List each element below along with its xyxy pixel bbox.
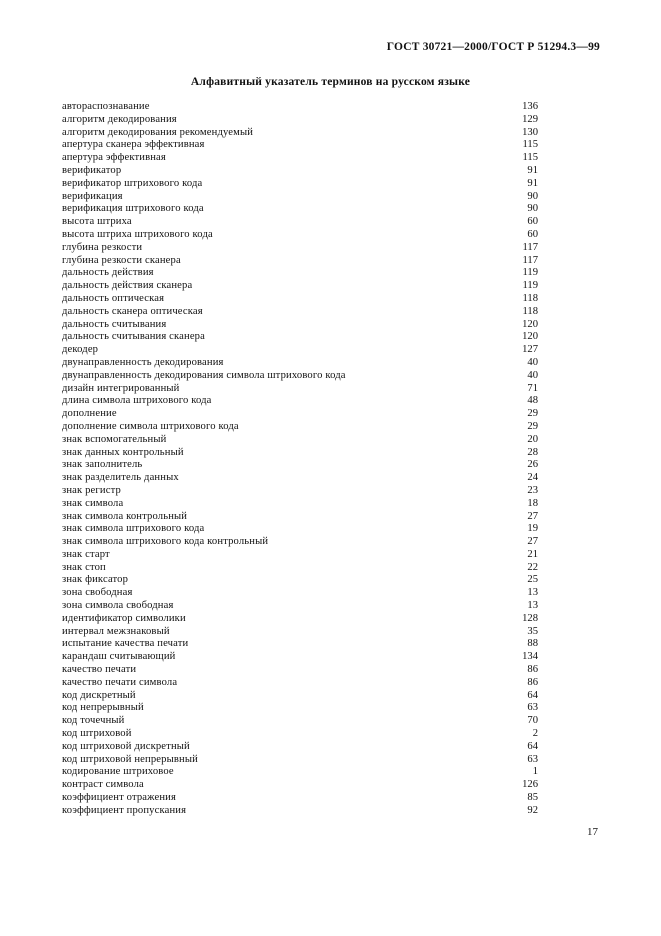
index-entry (62, 600, 538, 613)
term-label: дальность оптическая (62, 292, 165, 304)
page-ref: 18 (527, 497, 538, 509)
index-entry (62, 638, 538, 651)
index-entry (62, 690, 538, 703)
index-entry (62, 792, 538, 805)
term-label: алгоритм декодирования (62, 113, 177, 125)
term-label: знак заполнитель (62, 459, 143, 471)
index-entry (62, 549, 538, 562)
page-ref: 115 (522, 139, 538, 151)
term-label: знак вспомогательный (62, 433, 167, 445)
page-title: Алфавитный указатель терминов на русском языке (190, 76, 471, 88)
index-entry (62, 293, 538, 306)
term-label: автораспознавание (62, 101, 150, 112)
page-ref: 134 (522, 651, 538, 663)
index-entry (62, 229, 538, 242)
index-entry (62, 344, 538, 357)
term-label: дальность действия (62, 267, 154, 279)
index-entry (62, 408, 538, 421)
page-ref: 26 (527, 459, 538, 471)
index-entry (62, 485, 538, 498)
index-entry (62, 216, 538, 229)
term-label: знак символа штрихового кода контрольный (62, 536, 269, 548)
index-entry (62, 434, 538, 447)
term-label: код штриховой дискретный (62, 740, 190, 752)
page-ref: 48 (527, 395, 538, 407)
term-label: знак символа контрольный (62, 510, 188, 522)
term-label: идентификатор символики (62, 612, 186, 624)
page-ref: 126 (522, 779, 538, 791)
index-entry (62, 498, 538, 511)
index-entry (62, 651, 538, 664)
term-label: верификация штрихового кода (62, 203, 204, 215)
term-label: глубина резкости сканера (62, 254, 181, 266)
page-ref: 13 (527, 587, 538, 599)
page-ref: 64 (527, 689, 538, 701)
page-ref: 71 (527, 382, 538, 394)
page-ref: 64 (527, 740, 538, 752)
page-ref: 92 (527, 804, 538, 816)
term-label: дальность действия сканера (62, 280, 193, 292)
page-number: 17 (587, 826, 598, 838)
index-entry (62, 101, 538, 114)
index-entry (62, 741, 538, 754)
term-label: карандаш считывающий (62, 651, 176, 663)
index-entry (62, 114, 538, 127)
term-label: длина символа штрихового кода (62, 395, 212, 407)
page-ref: 63 (527, 753, 538, 765)
page-ref: 117 (522, 254, 538, 266)
index-entry (62, 421, 538, 434)
page-ref: 85 (527, 792, 538, 804)
index-entry (62, 779, 538, 792)
term-label: верификатор штрихового кода (62, 177, 203, 189)
index-entry (62, 242, 538, 255)
term-label: код дискретный (62, 689, 136, 701)
page-ref: 2 (532, 728, 538, 740)
page-ref: 86 (527, 664, 538, 676)
page-ref: 23 (527, 484, 538, 496)
term-label: декодер (62, 344, 99, 356)
term-label: знак разделитель данных (62, 472, 179, 484)
term-label: качество печати символа (62, 676, 178, 688)
term-label: интервал межзнаковый (62, 625, 170, 637)
index-entry (62, 511, 538, 524)
index-entry (62, 255, 538, 268)
term-label: код штриховой непрерывный (62, 753, 198, 765)
index-entry (62, 587, 538, 600)
term-label: высота штриха (62, 216, 132, 228)
page-ref: 13 (527, 600, 538, 612)
term-label: качество печати (62, 664, 137, 676)
page-ref: 40 (527, 356, 538, 368)
page-ref: 20 (527, 433, 538, 445)
page-ref: 90 (527, 203, 538, 215)
index-entry (62, 574, 538, 587)
index-entry (62, 395, 538, 408)
index-entry (62, 523, 538, 536)
page-ref: 24 (527, 472, 538, 484)
term-label: дополнение символа штрихового кода (62, 420, 239, 432)
page-ref: 21 (527, 548, 538, 560)
page-ref: 120 (522, 331, 538, 343)
term-label: знак символа штрихового кода (62, 523, 205, 535)
term-label: код штриховой (62, 728, 132, 740)
term-label: верификация (62, 190, 123, 202)
term-label: знак старт (62, 548, 110, 560)
page-ref: 27 (527, 536, 538, 548)
index-entry (62, 139, 538, 152)
term-label: глубина резкости (62, 241, 143, 253)
page-ref: 29 (527, 408, 538, 420)
index-entry (62, 331, 538, 344)
index-entry (62, 728, 538, 741)
index-entry (62, 562, 538, 575)
term-label: знак регистр (62, 484, 121, 496)
term-label: знак стоп (62, 561, 106, 573)
index-entry (62, 805, 538, 818)
index-entry (62, 702, 538, 715)
page-ref: 88 (527, 638, 538, 650)
index-entry (62, 267, 538, 280)
index-entry (62, 357, 538, 370)
term-label: двунаправленность декодирования (62, 356, 224, 368)
index-entry (62, 715, 538, 728)
index-entry (62, 677, 538, 690)
index-entry (62, 459, 538, 472)
page-ref: 19 (527, 523, 538, 535)
page-ref: 60 (527, 216, 538, 228)
page-ref: 115 (522, 152, 538, 164)
page-ref: 118 (522, 305, 538, 317)
term-label: коэффициент отражения (62, 792, 177, 804)
index-entry (62, 536, 538, 549)
page-ref: 40 (527, 369, 538, 381)
index-entry (62, 165, 538, 178)
term-label: верификатор (62, 164, 122, 176)
term-label: код непрерывный (62, 702, 144, 714)
index-entry (62, 766, 538, 779)
term-label: испытание качества печати (62, 638, 189, 650)
page-ref: 63 (527, 702, 538, 714)
index-entry (62, 178, 538, 191)
page-ref: 90 (527, 190, 538, 202)
page-ref: 119 (522, 267, 538, 279)
index-entry (62, 754, 538, 767)
page-ref: 120 (522, 318, 538, 330)
index-entry (62, 472, 538, 485)
page-ref: 25 (527, 574, 538, 586)
index-entry (62, 664, 538, 677)
index-entry (62, 319, 538, 332)
term-label: коэффициент пропускания (62, 804, 187, 816)
page-ref: 60 (527, 228, 538, 240)
page-ref: 28 (527, 446, 538, 458)
page-ref: 117 (522, 241, 538, 253)
page-ref: 35 (527, 625, 538, 637)
index-entry (62, 383, 538, 396)
page-ref: 1 (532, 766, 538, 778)
term-label: код точечный (62, 715, 125, 727)
term-label: дизайн интегрированный (62, 382, 180, 394)
term-label: контраст символа (62, 779, 144, 791)
term-label: высота штриха штрихового кода (62, 228, 213, 240)
page-ref: 91 (527, 164, 538, 176)
term-label: знак фиксатор (62, 574, 129, 586)
page-ref: 27 (527, 510, 538, 522)
document-code: ГОСТ 30721—2000/ГОСТ Р 51294.3—99 (386, 41, 600, 53)
index-entry (62, 191, 538, 204)
term-label: зона свободная (62, 587, 133, 599)
page-ref: 136 (522, 101, 538, 112)
term-label: знак символа (62, 497, 124, 509)
page-ref: 130 (522, 126, 538, 138)
index-entry (62, 613, 538, 626)
index-entry (62, 203, 538, 216)
index-entry (62, 152, 538, 165)
index-entry (62, 306, 538, 319)
page-ref: 86 (527, 676, 538, 688)
term-label: дополнение (62, 408, 117, 420)
term-label: двунаправленность декодирования символа штрихового кода (62, 369, 346, 381)
index-entry (62, 280, 538, 293)
term-label: знак данных контрольный (62, 446, 184, 458)
term-label: дальность считывания (62, 318, 167, 330)
term-label: дальность сканера оптическая (62, 305, 203, 317)
index-entry (62, 626, 538, 639)
page-ref: 119 (522, 280, 538, 292)
index-list (62, 101, 538, 818)
page-ref: 70 (527, 715, 538, 727)
index-entry (62, 127, 538, 140)
term-label: дальность считывания сканера (62, 331, 205, 343)
term-label: кодирование штриховое (62, 766, 174, 778)
term-label: апертура эффективная (62, 152, 166, 164)
page-ref: 127 (522, 344, 538, 356)
term-label: зона символа свободная (62, 600, 174, 612)
page-ref: 128 (522, 612, 538, 624)
index-entry (62, 370, 538, 383)
page-ref: 91 (527, 177, 538, 189)
page-ref: 29 (527, 420, 538, 432)
index-entry (62, 447, 538, 460)
term-label: алгоритм декодирования рекомендуемый (62, 126, 254, 138)
term-label: апертура сканера эффективная (62, 139, 205, 151)
page-ref: 118 (522, 292, 538, 304)
page-ref: 129 (522, 113, 538, 125)
page-ref: 22 (527, 561, 538, 573)
